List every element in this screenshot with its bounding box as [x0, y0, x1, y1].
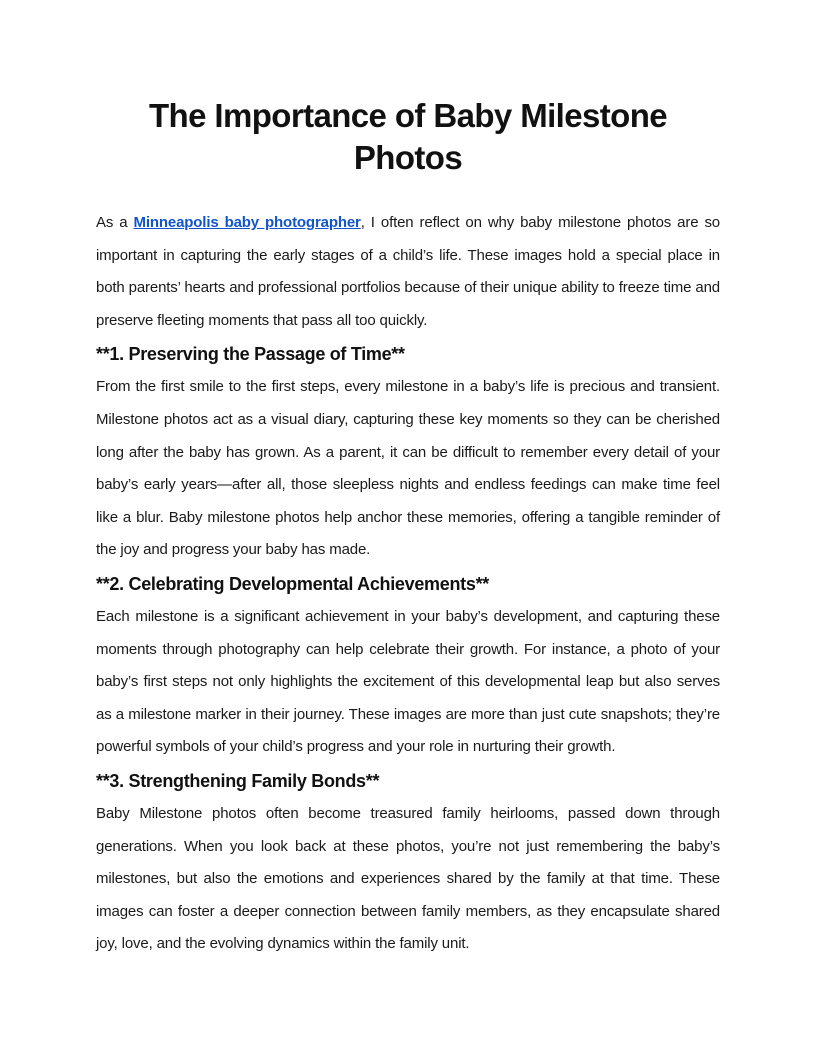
section-body-developmental-achievements: Each milestone is a significant achievement in your baby’s development, and capturing these moments through photography can help celebrate their growth. For instance, a photo of your baby’s first steps not only highlights the excitement of this developmental leap but also serves as a milestone marker in their journey. These images are more than just cute snapshots; they’re powerful symbols of your child’s progress and your role in nurturing their growth. — [96, 607, 720, 756]
intro-suffix: , I often reflect on why baby milestone photos are so important in capturing the early stages of a child’s life. These images hold a special place in both parents’ hearts and professional portfolios because of their unique ability to freeze time and preserve fleeting moments that pass all too quickly. — [96, 214, 720, 329]
section-heading-family-bonds: **3. Strengthening Family Bonds** — [96, 770, 380, 791]
page-title: The Importance of Baby Milestone Photos — [148, 97, 668, 176]
minneapolis-photographer-link[interactable]: Minneapolis baby photographer — [133, 214, 361, 231]
section-body-family-bonds: Baby Milestone photos often become treasured family heirlooms, passed down through generations. When you look back at these photos, you’re not just remembering the baby’s milestones, but also the emotions and experiences shared by the family at that time. These images can foster a deeper connection between family members, as they encapsulate shared joy, love, and the evolving dynamics within the family unit. — [96, 804, 720, 953]
section-heading-developmental-achievements: **2. Celebrating Developmental Achievements** — [96, 573, 489, 594]
intro-prefix: As a — [96, 214, 134, 231]
intro-paragraph — [96, 207, 720, 337]
section-body-preserving-time: From the first smile to the first steps, every milestone in a baby’s life is precious and transient. Milestone photos act as a visual diary, capturing these key moments so they can be cherished long after the baby has grown. As a parent, it can be difficult to remember every detail of your baby’s early years—after all, those sleepless nights and endless feedings can make time feel like a blur. Baby milestone photos help anchor these memories, offering a tangible reminder of the joy and progress your baby has made. — [96, 378, 720, 559]
section-heading-preserving-time: **1. Preserving the Passage of Time** — [96, 344, 405, 365]
document-page — [96, 0, 720, 961]
